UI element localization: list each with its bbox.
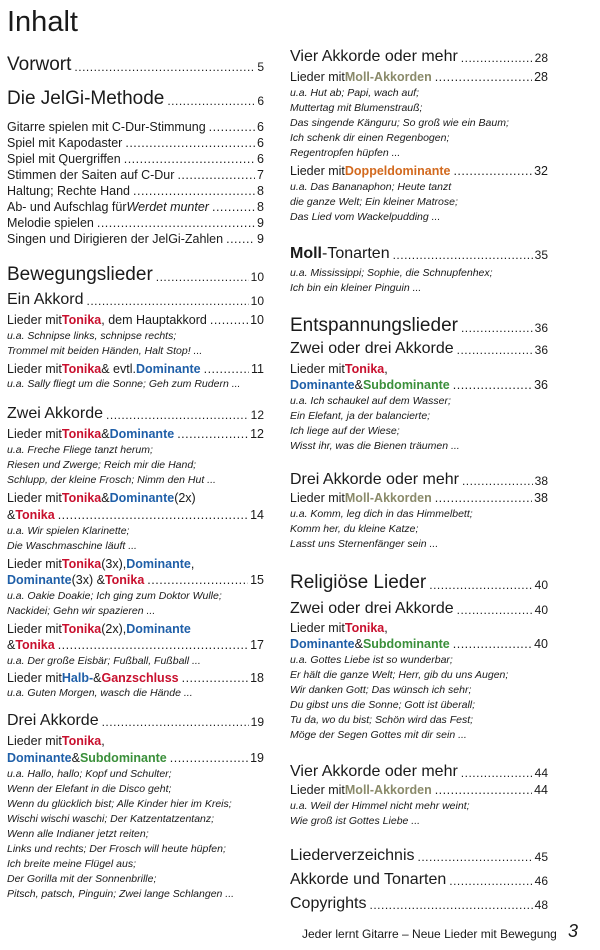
page-ref: 40 (534, 637, 548, 651)
toc-entry-cont[interactable] (7, 750, 264, 766)
song-examples: Trommel mit beiden Händen, Halt Stop! ... (7, 345, 203, 357)
leader-dots (86, 293, 248, 310)
entry-text: Doppeldominante (344, 164, 451, 178)
leader-dots (461, 765, 533, 782)
leader-dots (393, 247, 533, 264)
entry-text: & (7, 638, 16, 652)
entry-text: Lieder mit (7, 557, 62, 571)
toc-entry-vier-akkorde[interactable] (290, 47, 548, 67)
entry-text: Vier Akkorde oder mehr (290, 48, 458, 65)
leader-dots (102, 714, 249, 731)
entry-text: Zwei Akkorde (7, 405, 104, 422)
leader-dots (369, 897, 532, 914)
leader-dots (125, 135, 255, 151)
entry-text: Lieder mit (290, 362, 345, 376)
entry-text: Spiel mit Quergriffen (7, 152, 121, 166)
entry-text: Drei Akkorde (7, 712, 99, 729)
song-examples: Das Lied vom Wackelpudding ... (290, 211, 441, 223)
toc-entry[interactable] (7, 312, 264, 328)
song-examples: u.a. Ich schaukel auf dem Wasser; (290, 395, 451, 407)
page-ref: 19 (250, 751, 264, 765)
toc-entry[interactable] (7, 215, 264, 231)
toc-entry-cont[interactable] (290, 377, 548, 393)
page-ref: 36 (534, 321, 548, 335)
leader-dots (453, 636, 532, 652)
entry-text: & (93, 671, 102, 685)
leader-dots (435, 490, 532, 506)
entry-text: Tonika (61, 427, 102, 441)
song-examples: Lasst uns Sternenfänger sein ... (290, 538, 439, 550)
leader-dots (209, 119, 255, 135)
entry-text: Tonika (15, 638, 55, 652)
page-ref: 10 (250, 270, 264, 284)
toc-entry[interactable] (7, 167, 264, 183)
toc-entry[interactable] (290, 782, 548, 798)
song-examples: Der Gorilla mit der Sonnenbrille; (7, 873, 157, 885)
page-ref: 17 (250, 638, 264, 652)
entry-text: Singen und Dirigieren der JelGi-Zahlen (7, 232, 224, 246)
song-examples: u.a. Gottes Liebe ist so wunderbar; (290, 654, 453, 666)
leader-dots (429, 577, 532, 595)
toc-entry[interactable] (7, 621, 264, 637)
song-examples: Schlupp, der kleine Frosch; Nimm den Hut ... (7, 474, 216, 486)
toc-entry-religioese-lieder[interactable] (290, 571, 548, 595)
entry-text: Die JelGi-Methode (7, 88, 165, 109)
song-examples: Tu da, wo du bist; Schön wird das Fest; (290, 714, 474, 726)
entry-text: Halb- (61, 671, 94, 685)
entry-text: Dominante (109, 491, 175, 505)
page-title: Inhalt (7, 6, 78, 38)
leader-dots (461, 50, 533, 67)
toc-entry-methode[interactable] (7, 87, 264, 111)
page-ref: 14 (250, 508, 264, 522)
leader-dots (204, 361, 249, 377)
leader-dots (453, 163, 532, 179)
song-examples: Die Waschmaschine läuft ... (7, 540, 137, 552)
song-examples: Komm her, du kleine Katze; (290, 523, 419, 535)
page-ref: 40 (534, 578, 548, 592)
leader-dots (449, 873, 532, 890)
leader-dots (167, 93, 255, 111)
toc-entry[interactable] (290, 620, 548, 636)
song-examples: u.a. Schnipse links, schnipse rechts; (7, 330, 177, 342)
toc-entry-cont[interactable] (290, 636, 548, 652)
page-ref: 19 (250, 715, 264, 729)
entry-text: Dominante (126, 622, 191, 636)
leader-dots (212, 199, 255, 215)
entry-text: , (384, 362, 388, 376)
leader-dots (453, 377, 532, 393)
page-ref: 15 (250, 573, 264, 587)
entry-text: Ab- und Aufschlag für (7, 200, 127, 214)
entry-text: Lieder mit (7, 362, 62, 376)
entry-text: , (101, 734, 105, 748)
song-examples: Wir danken Gott; Das wünsch ich sehr; (290, 684, 472, 696)
entry-text: Dominante (126, 557, 191, 571)
toc-entry[interactable] (7, 670, 264, 686)
song-examples: Nackidei; Gehn wir spazieren ... (7, 605, 156, 617)
toc-entry-entspannungslieder[interactable] (290, 314, 548, 338)
song-examples: Ich bin ein kleiner Pinguin ... (290, 282, 422, 294)
page-ref: 44 (534, 766, 548, 780)
entry-text: Subdominante (79, 751, 167, 765)
entry-text: Entspannungslieder (290, 315, 458, 336)
toc-entry-cont[interactable] (7, 637, 264, 653)
toc-entry-liederverzeichnis[interactable] (290, 846, 548, 866)
entry-text: & (101, 491, 110, 505)
page-ref: 12 (250, 427, 264, 441)
toc-entry-akkorde-tonarten[interactable] (290, 870, 548, 890)
entry-text: (2x), (101, 622, 127, 636)
leader-dots (133, 183, 255, 199)
entry-text: Tonika (61, 622, 102, 636)
song-examples: u.a. Weil der Himmel nicht mehr weint; (290, 800, 470, 812)
leader-dots (97, 215, 255, 231)
entry-text: Zwei oder drei Akkorde (290, 340, 454, 357)
toc-entry[interactable] (290, 361, 548, 377)
leader-dots (177, 426, 248, 442)
page-ref: 9 (257, 216, 264, 230)
page-ref: 11 (251, 362, 264, 376)
toc-entry[interactable] (7, 556, 264, 572)
song-examples: u.a. Hallo, hallo; Kopf und Schulter; (7, 768, 172, 780)
song-examples: Möge der Segen Gottes mit dir sein ... (290, 729, 467, 741)
entry-text: Copyrights (290, 895, 367, 912)
toc-entry[interactable] (7, 426, 264, 442)
entry-text: Bewegungslieder (7, 264, 153, 285)
entry-text: Dominante (290, 378, 355, 392)
toc-entry-zwei-akkorde[interactable] (7, 404, 264, 424)
toc-entry[interactable] (7, 361, 264, 377)
leader-dots (177, 167, 255, 183)
entry-text: Lieder mit (7, 671, 62, 685)
leader-dots (58, 507, 248, 523)
toc-entry[interactable] (7, 135, 264, 151)
entry-text: Dominante (109, 427, 175, 441)
entry-text: , (190, 557, 195, 571)
page-ref: 18 (250, 671, 264, 685)
entry-text: Lieder mit (7, 491, 62, 505)
entry-text: & (354, 378, 363, 392)
page-ref: 6 (257, 120, 264, 134)
leader-dots (418, 849, 533, 866)
page-ref: 32 (534, 164, 548, 178)
song-examples: u.a. Freche Fliege tanzt herum; (7, 444, 153, 456)
toc-entry-vorwort[interactable] (7, 53, 264, 77)
entry-text: Religiöse Lieder (290, 572, 427, 593)
entry-text: Moll-Akkorden (344, 70, 432, 84)
page-ref: 36 (534, 343, 548, 357)
entry-text: & (354, 637, 363, 651)
entry-text: (3x) & (71, 573, 105, 587)
entry-text: Vorwort (7, 54, 72, 75)
entry-text: Lieder mit (7, 427, 62, 441)
toc-entry-zwei-drei-akkorde[interactable] (290, 599, 548, 619)
toc-entry-drei-akkorde[interactable] (7, 711, 264, 731)
leader-dots (435, 69, 532, 85)
entry-text: (3x), (101, 557, 127, 571)
page-ref: 9 (257, 232, 264, 246)
song-examples: Riesen und Zwerge; Reich mir die Hand; (7, 459, 197, 471)
song-examples: Wisst ihr, was die Bienen träumen ... (290, 440, 460, 452)
toc-entry[interactable] (7, 490, 264, 506)
song-examples: Wenn der Elefant in die Disco geht; (7, 783, 172, 795)
song-examples: Wenn du glücklich bist; Alle Kinder hier im Kreis; (7, 798, 232, 810)
song-examples: Links und rechts; Der Frosch will heute hüpfen; (7, 843, 226, 855)
page-footer: Jeder lernt Gitarre – Neue Lieder mit Bewegung (302, 927, 557, 941)
entry-text: Ein Akkord (7, 291, 84, 308)
toc-entry[interactable] (7, 199, 264, 215)
page-ref: 6 (257, 136, 264, 150)
entry-text: Haltung; Rechte Hand (7, 184, 130, 198)
toc-entry[interactable] (7, 119, 264, 135)
entry-text: (2x) (174, 491, 196, 505)
song-examples: Ich liege auf der Wiese; (290, 425, 400, 437)
leader-dots (58, 637, 248, 653)
page-ref: 8 (257, 184, 264, 198)
entry-text: Lieder mit (7, 313, 62, 327)
entry-text: Moll-Akkorden (344, 491, 432, 505)
entry-text: Gitarre spielen mit C-Dur-Stimmung (7, 120, 206, 134)
entry-text: & evtl. (101, 362, 136, 376)
entry-text: Moll (290, 245, 322, 262)
entry-text: Vier Akkorde oder mehr (290, 763, 458, 780)
song-examples: Wenn alle Indianer jetzt reiten; (7, 828, 149, 840)
leader-dots (170, 750, 248, 766)
page-ref: 38 (534, 474, 548, 488)
toc-entry-drei-akkorde-mehr[interactable] (290, 470, 548, 490)
entry-text: & (101, 427, 110, 441)
toc-entry-copyrights[interactable] (290, 894, 548, 914)
page-ref: 12 (250, 408, 264, 422)
entry-text: Tonika (104, 573, 145, 587)
entry-text: Tonika (61, 734, 102, 748)
entry-text: Lieder mit (290, 621, 345, 635)
song-examples: u.a. Komm, leg dich in das Himmelbett; (290, 508, 473, 520)
song-examples: Das singende Känguru; So groß wie ein Baum; (290, 117, 509, 129)
song-examples: die ganze Welt; Ein kleiner Matrose; (290, 196, 458, 208)
toc-entry-cont[interactable] (7, 572, 264, 588)
leader-dots (462, 473, 533, 490)
entry-text: Tonika (61, 491, 102, 505)
page-ref: 28 (534, 51, 548, 65)
entry-text: Drei Akkorde oder mehr (290, 471, 459, 488)
song-examples: Du gibst uns die Sonne; Gott ist überall; (290, 699, 476, 711)
song-examples: Er hält die ganze Welt; Herr, gib du uns Augen; (290, 669, 509, 681)
leader-dots (74, 59, 255, 77)
entry-text: & (7, 508, 16, 522)
page-ref: 40 (534, 603, 548, 617)
song-examples: u.a. Wir spielen Klarinette; (7, 525, 130, 537)
song-examples: u.a. Mississippi; Sophie, die Schnupfenhex; (290, 267, 493, 279)
page-ref: 45 (534, 850, 548, 864)
song-examples: Ein Elefant, ja der balancierte; (290, 410, 431, 422)
entry-text: Stimmen der Saiten auf C-Dur (7, 168, 175, 182)
entry-text: Lieder mit (7, 734, 62, 748)
leader-dots (457, 602, 533, 619)
song-examples: u.a. Oakie Doakie; Ich ging zum Doktor Wulle; (7, 590, 222, 602)
toc-entry-zwei-drei-akkorde[interactable] (290, 339, 548, 359)
entry-text: Tonika (61, 557, 102, 571)
song-examples: Ich breite meine Flügel aus; (7, 858, 136, 870)
entry-text: , dem Hauptakkord (101, 313, 207, 327)
entry-text: Spiel mit Kapodaster (7, 136, 123, 150)
entry-text: Lieder mit (290, 491, 345, 505)
page-ref: 7 (257, 168, 264, 182)
page-number: 3 (568, 921, 579, 941)
entry-text: Dominante (7, 573, 72, 587)
entry-text: Dominante (136, 362, 201, 376)
entry-text: Dominante (290, 637, 355, 651)
entry-text: Moll-Akkorden (344, 783, 432, 797)
entry-text: -Tonarten (322, 245, 390, 262)
entry-text: Liederverzeichnis (290, 847, 415, 864)
entry-text: Dominante (7, 751, 72, 765)
entry-text: Tonika (344, 621, 385, 635)
entry-text: Tonika (15, 508, 55, 522)
song-examples: Pitsch, patsch, Pinguin; Zwei lange Schlangen ... (7, 888, 235, 900)
page-ref: 48 (534, 898, 548, 912)
toc-entry[interactable] (7, 151, 264, 167)
page-ref: 38 (534, 491, 548, 505)
entry-text: , (384, 621, 388, 635)
entry-text: Lieder mit (290, 783, 345, 797)
toc-entry[interactable] (7, 183, 264, 199)
song-examples: Wie groß ist Gottes Liebe ... (290, 815, 421, 827)
song-examples: Ich schenk dir einen Regenbogen; (290, 132, 450, 144)
entry-text: Lieder mit (290, 70, 345, 84)
page-ref: 46 (534, 874, 548, 888)
page-ref: 10 (250, 294, 264, 308)
entry-text: Tonika (61, 362, 102, 376)
toc-entry-vier-akkorde-mehr[interactable] (290, 762, 548, 782)
entry-text: Ganzschluss (101, 671, 179, 685)
leader-dots (226, 231, 255, 247)
leader-dots (106, 407, 249, 424)
entry-text: Lieder mit (7, 622, 62, 636)
song-examples: Muttertag mit Blumenstrauß; (290, 102, 423, 114)
leader-dots (182, 670, 248, 686)
leader-dots (147, 572, 248, 588)
toc-entry[interactable] (290, 69, 548, 85)
entry-text: Zwei oder drei Akkorde (290, 600, 454, 617)
entry-text: Subdominante (362, 637, 450, 651)
leader-dots (435, 782, 532, 798)
entry-text: Subdominante (362, 378, 450, 392)
toc-entry[interactable] (7, 733, 264, 749)
page-ref: 36 (534, 378, 548, 392)
entry-text: Tonika (344, 362, 385, 376)
toc-entry[interactable] (290, 163, 548, 179)
page-ref: 44 (534, 783, 548, 797)
page-ref: 28 (534, 70, 548, 84)
leader-dots (210, 312, 248, 328)
song-examples: u.a. Hut ab; Papi, wach auf; (290, 87, 419, 99)
toc-entry[interactable] (290, 490, 548, 506)
song-examples: u.a. Guten Morgen, wasch die Hände ... (7, 687, 193, 699)
entry-text: Akkorde und Tonarten (290, 871, 447, 888)
leader-dots (124, 151, 255, 167)
entry-text: & (71, 751, 80, 765)
entry-text: Lieder mit (290, 164, 345, 178)
toc-entry-bewegungslieder[interactable] (7, 263, 264, 287)
song-examples: Wischi wischi waschi; Der Katzentatzentanz; (7, 813, 215, 825)
toc-entry-cont[interactable] (7, 507, 264, 523)
leader-dots (461, 320, 533, 338)
page-ref: 10 (250, 313, 264, 327)
song-examples: u.a. Der große Eisbär; Fußball, Fußball ... (7, 655, 201, 667)
song-examples: u.a. Sally fliegt um die Sonne; Geh zum Rudern ... (7, 378, 241, 390)
page-ref: 8 (257, 200, 264, 214)
entry-text: Werdet munter (126, 200, 209, 214)
page-ref: 6 (257, 152, 264, 166)
page-ref: 6 (257, 94, 264, 108)
toc-entry-moll-tonarten[interactable] (290, 244, 548, 264)
page-ref: 35 (534, 248, 548, 262)
entry-text: Melodie spielen (7, 216, 94, 230)
page-ref: 5 (257, 60, 264, 74)
song-examples: Regentropfen hüpfen ... (290, 147, 401, 159)
toc-entry[interactable] (7, 231, 264, 247)
song-examples: u.a. Das Bananaphon; Heute tanzt (290, 181, 452, 193)
leader-dots (156, 269, 249, 287)
entry-text: Tonika (61, 313, 102, 327)
toc-entry-ein-akkord[interactable] (7, 290, 264, 310)
leader-dots (457, 342, 533, 359)
